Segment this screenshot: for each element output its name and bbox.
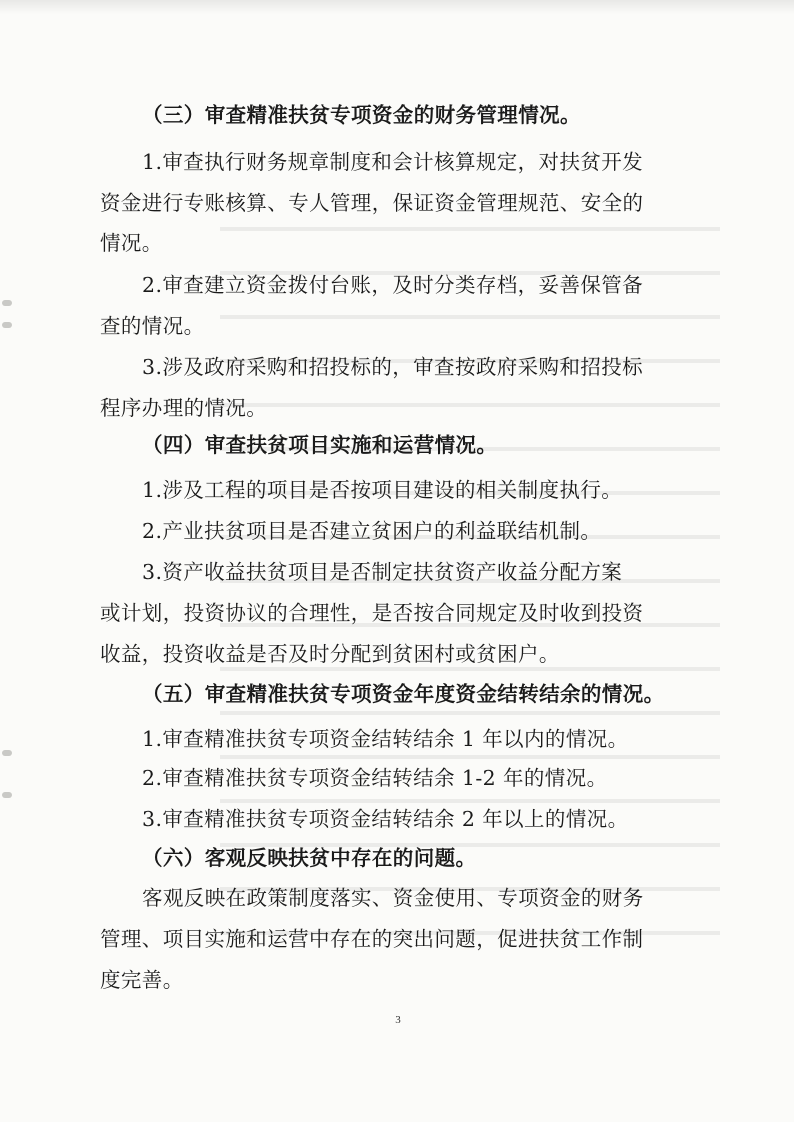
paragraph-line: 资金进行专账核算、专人管理，保证资金管理规范、安全的 <box>100 191 644 215</box>
paragraph-line: 查的情况。 <box>100 314 205 338</box>
paragraph-line: 1.涉及工程的项目是否按项目建设的相关制度执行。 <box>142 478 623 502</box>
paragraph-line: 客观反映在政策制度落实、资金使用、专项资金的财务 <box>142 886 644 910</box>
paragraph-line: 3.资产收益扶贫项目是否制定扶贫资产收益分配方案 <box>142 560 623 584</box>
paragraph-line: 程序办理的情况。 <box>100 396 268 420</box>
section-heading: （五）审查精准扶贫专项资金年度资金结转结余的情况。 <box>142 682 665 706</box>
paragraph-line: 收益，投资收益是否及时分配到贫困村或贫困户。 <box>100 642 560 666</box>
page-number: 3 <box>395 1014 401 1026</box>
paragraph-line: 1.审查精准扶贫专项资金结转结余 1 年以内的情况。 <box>142 727 629 751</box>
paragraph-line: 3.涉及政府采购和招投标的，审查按政府采购和招投标 <box>142 355 644 379</box>
paragraph-line: 2.审查精准扶贫专项资金结转结余 1-2 年的情况。 <box>142 766 608 790</box>
paragraph-line: 3.审查精准扶贫专项资金结转结余 2 年以上的情况。 <box>142 807 629 831</box>
paragraph-line: 或计划，投资协议的合理性，是否按合同规定及时收到投资 <box>100 601 644 625</box>
paragraph-line: 2.产业扶贫项目是否建立贫困户的利益联结机制。 <box>142 519 602 543</box>
section-heading: （三）审查精准扶贫专项资金的财务管理情况。 <box>142 103 581 127</box>
paragraph-line: 度完善。 <box>100 968 184 992</box>
section-heading: （六）客观反映扶贫中存在的问题。 <box>142 846 477 870</box>
paragraph-line: 情况。 <box>100 231 163 255</box>
section-heading: （四）审查扶贫项目实施和运营情况。 <box>142 433 498 457</box>
paragraph-line: 1.审查执行财务规章制度和会计核算规定，对扶贫开发 <box>142 150 644 174</box>
paragraph-line: 管理、项目实施和运营中存在的突出问题，促进扶贫工作制 <box>100 927 644 951</box>
paragraph-line: 2.审查建立资金拨付台账，及时分类存档，妥善保管备 <box>142 273 644 297</box>
